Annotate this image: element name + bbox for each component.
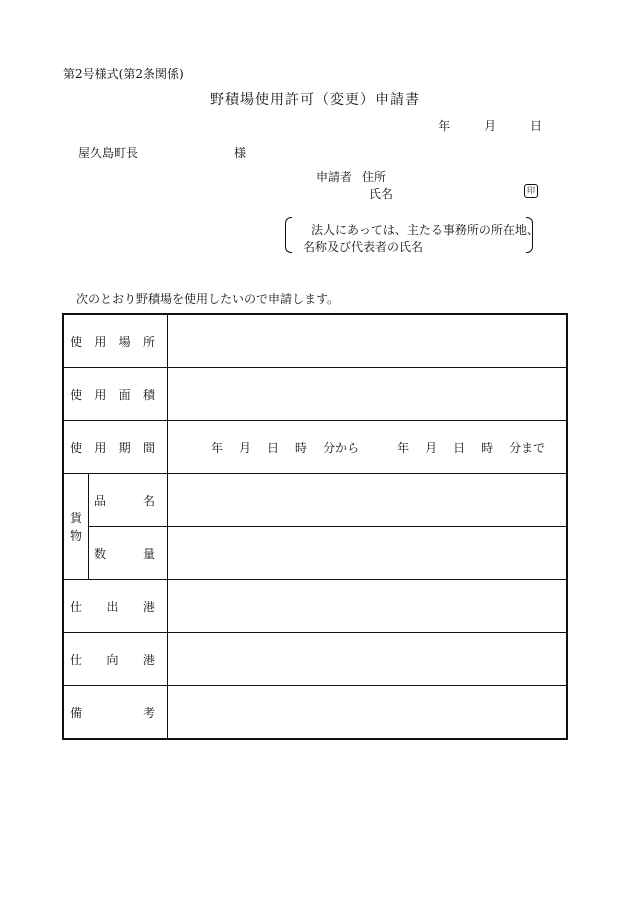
label-char: 数 <box>94 546 107 561</box>
label-char: 面 <box>118 387 131 402</box>
label-char: 期 <box>118 440 131 455</box>
intro-text: 次のとおり野積場を使用したいので申請します。 <box>76 292 340 306</box>
form-number: 第2号様式(第2条関係) <box>63 67 184 81</box>
area-field[interactable] <box>168 368 568 421</box>
label-remarks <box>63 686 168 740</box>
seal-icon: 印 <box>524 184 538 198</box>
honorific: 様 <box>234 146 247 160</box>
period-from-minute: 分から <box>323 440 360 455</box>
label-char: 使 <box>70 387 83 402</box>
period-to-hour: 時 <box>481 440 494 455</box>
addressee-name: 屋久島町長 <box>78 146 139 160</box>
label-char: 仕 <box>70 599 83 614</box>
label-area <box>63 368 168 421</box>
label-char: 間 <box>142 440 155 455</box>
label-char: 使 <box>70 440 83 455</box>
quantity-field[interactable] <box>168 527 568 580</box>
label-item-name <box>89 474 168 527</box>
name-label: 氏名 <box>369 187 394 201</box>
label-char: 用 <box>94 440 107 455</box>
period-to-month: 月 <box>425 440 438 455</box>
date-year: 年 <box>438 119 451 133</box>
label-char: 備 <box>70 705 83 720</box>
addressee <box>78 144 246 161</box>
application-table <box>62 313 568 740</box>
label-origin-port <box>63 580 168 633</box>
label-char: 品 <box>94 493 107 508</box>
period-to-day: 日 <box>453 440 466 455</box>
destination-port-field[interactable] <box>168 633 568 686</box>
row-remarks <box>63 686 567 740</box>
label-char: 用 <box>94 387 107 402</box>
label-char: 港 <box>142 599 155 614</box>
period-from-hour: 時 <box>295 440 308 455</box>
corp-note-line1: 法人にあっては、主たる事務所の所在地、 <box>311 223 539 237</box>
corporation-note <box>285 217 539 254</box>
row-origin-port <box>63 580 567 633</box>
label-char: 貨 <box>69 510 82 525</box>
label-char: 考 <box>142 705 155 720</box>
row-period <box>63 421 567 474</box>
label-destination-port <box>63 633 168 686</box>
date-month: 月 <box>484 119 497 133</box>
row-item-name <box>63 474 567 527</box>
label-period <box>63 421 168 474</box>
period-field[interactable] <box>168 421 568 474</box>
location-field[interactable] <box>168 314 568 368</box>
label-char: 港 <box>142 652 155 667</box>
bracket-left <box>285 217 292 253</box>
origin-port-field[interactable] <box>168 580 568 633</box>
label-char: 出 <box>106 599 119 614</box>
row-destination-port <box>63 633 567 686</box>
applicant-label: 申請者 <box>316 170 353 184</box>
applicant-address-line <box>316 168 386 185</box>
period-to-minute: 分まで <box>509 440 546 455</box>
address-label: 住所 <box>362 170 387 184</box>
item-name-field[interactable] <box>168 474 568 527</box>
period-from-month: 月 <box>239 440 252 455</box>
label-char: 所 <box>142 334 155 349</box>
label-char: 積 <box>142 387 155 402</box>
label-char: 用 <box>94 334 107 349</box>
date-day: 日 <box>529 119 542 133</box>
row-quantity <box>63 527 567 580</box>
period-from-day: 日 <box>267 440 280 455</box>
label-char: 量 <box>142 546 155 561</box>
period-from-year: 年 <box>211 440 224 455</box>
label-char: 名 <box>142 493 155 508</box>
period-to-year: 年 <box>397 440 410 455</box>
date-line <box>438 117 542 134</box>
row-location <box>63 314 567 368</box>
label-location <box>63 314 168 368</box>
remarks-field[interactable] <box>168 686 568 740</box>
label-char: 仕 <box>70 652 83 667</box>
document-title: 野積場使用許可（変更）申請書 <box>210 92 420 108</box>
row-area <box>63 368 567 421</box>
label-char: 使 <box>70 334 83 349</box>
label-quantity <box>89 527 168 580</box>
label-char: 物 <box>69 528 82 543</box>
corp-note-line2: 名称及び代表者の氏名 <box>303 240 424 254</box>
label-char: 場 <box>118 334 131 349</box>
label-cargo <box>63 474 89 580</box>
label-char: 向 <box>106 652 119 667</box>
